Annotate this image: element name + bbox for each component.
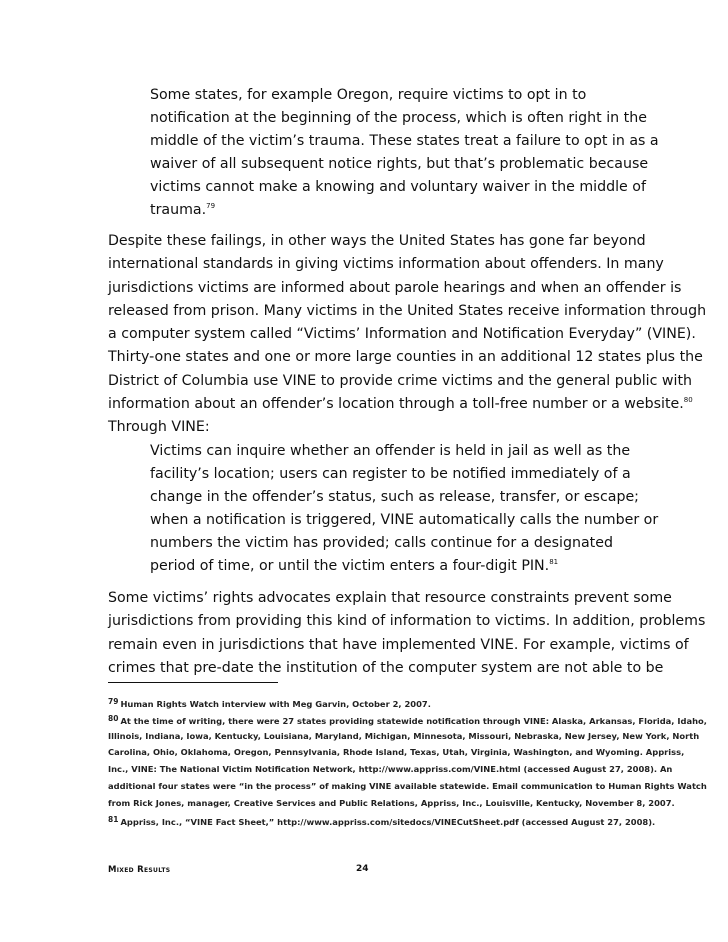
paragraph-line: released from prison. Many victims in the United States receive information through bbox=[108, 302, 707, 319]
quote-line bbox=[150, 555, 620, 578]
quote-line: victims cannot make a knowing and voluntary waiver in the middle of bbox=[150, 179, 646, 195]
paragraph-line-text: information about an offender’s location through a toll-free number or a website. bbox=[108, 396, 684, 413]
paragraph-line: Thirty-one states and one or more large counties in an additional 12 states plus the bbox=[108, 349, 703, 366]
quote-line: numbers the victim has provided; calls continue for a designated bbox=[150, 535, 613, 551]
quote-line: waiver of all subsequent notice rights, but that’s problematic because bbox=[150, 156, 649, 172]
paragraph-line: Through VINE: bbox=[108, 419, 210, 436]
footnote-line: Illinois, Indiana, Iowa, Kentucky, Louisiana, Maryland, Michigan, Minnesota, Missouri, Nebraska, New Jersey, New York, North bbox=[108, 730, 700, 741]
footnote-text: Human Rights Watch interview with Meg Garvin, October 2, 2007. bbox=[120, 699, 431, 709]
footnote-line bbox=[108, 694, 628, 711]
quote-line: Some states, for example Oregon, require victims to opt in to bbox=[150, 87, 587, 103]
quote-line: middle of the victim’s trauma. These states treat a failure to opt in as a bbox=[150, 133, 659, 149]
footnotes-section bbox=[108, 694, 707, 828]
quote-line: when a notification is triggered, VINE automatically calls the number or bbox=[150, 512, 659, 528]
footnote-separator bbox=[108, 682, 278, 683]
footnote-number: 81 bbox=[108, 814, 119, 824]
footnote-number: 79 bbox=[108, 697, 119, 706]
footnote-number: 80 bbox=[108, 713, 119, 723]
footnote-line: additional four states were “in the process” of making VINE available statewide. Email communication to Human Rights Watch bbox=[108, 780, 707, 791]
footnote-line: Carolina, Ohio, Oklahoma, Oregon, Pennsylvania, Rhode Island, Texas, Utah, Virginia, Washington, and Wyoming. Appriss, bbox=[108, 747, 685, 758]
quote-line-text: period of time, or until the victim enters a four-digit PIN. bbox=[150, 558, 550, 574]
quote-line bbox=[150, 199, 620, 222]
quote-line-text: trauma. bbox=[150, 202, 207, 218]
paragraph-line: District of Columbia use VINE to provide crime victims and the general public with bbox=[108, 372, 693, 389]
quote-line: facility’s location; users can register to be notified immediately of a bbox=[150, 466, 631, 482]
paragraph-line: jurisdictions from providing this kind of information to victims. In addition, problems bbox=[108, 613, 706, 630]
footnote-80 bbox=[108, 711, 707, 812]
paragraph-line: jurisdictions victims are informed about parole hearings and when an offender is bbox=[108, 279, 682, 296]
footnote-ref-81[interactable]: 81 bbox=[549, 558, 559, 566]
footnote-text: At the time of writing, there were 27 states providing statewide notification through VINE: Alaska, Arkansas, Florida, Idaho, bbox=[120, 715, 707, 726]
paragraph-line: international standards in giving victims information about offenders. In many bbox=[108, 256, 664, 273]
footnote-line: Inc., VINE: The National Victim Notification Network, http://www.appriss.com/VINE.html (accessed August 27, 2008). An bbox=[108, 764, 673, 775]
paragraph-line: Some victims’ rights advocates explain that resource constraints prevent some bbox=[108, 590, 672, 606]
footnote-line: from Rick Jones, manager, Creative Services and Public Relations, Appriss, Inc., Louisville, Kentucky, November 8, 2007. bbox=[108, 797, 675, 808]
paragraph-line: a computer system called “Victims’ Information and Notification Everyday” (VINE). bbox=[108, 326, 696, 343]
paragraph-line bbox=[108, 393, 693, 416]
paragraph-line: remain even in jurisdictions that have implemented VINE. For example, victims of bbox=[108, 636, 689, 653]
footnote-79 bbox=[108, 694, 628, 711]
paragraph-line: crimes that pre-date the institution of the computer system are not able to be bbox=[108, 659, 664, 676]
paragraph-vine-intro bbox=[108, 230, 707, 440]
quote-line: Victims can inquire whether an offender is held in jail as well as the bbox=[150, 443, 631, 459]
paragraph-line: Despite these failings, in other ways the United States has gone far beyond bbox=[108, 233, 646, 249]
footnote-ref-80[interactable]: 80 bbox=[683, 396, 693, 405]
footnote-line bbox=[108, 812, 656, 829]
quote-line: change in the offender’s status, such as release, transfer, or escape; bbox=[150, 489, 639, 505]
footnote-line bbox=[108, 711, 707, 728]
page-number: 24 bbox=[356, 864, 369, 874]
footnote-text: Appriss, Inc., “VINE Fact Sheet,” http://www.appriss.com/sitedocs/VINECutSheet.pdf (accessed August 27, 2008). bbox=[120, 816, 656, 827]
block-quote-vine bbox=[150, 440, 659, 578]
paragraph-advocates bbox=[108, 587, 706, 680]
footnote-81 bbox=[108, 812, 656, 829]
running-title: Mixed Results bbox=[108, 865, 171, 875]
footnote-ref-79[interactable]: 79 bbox=[206, 202, 216, 210]
quote-line: notification at the beginning of the process, which is often right in the bbox=[150, 110, 647, 126]
block-quote-oregon bbox=[150, 84, 659, 222]
